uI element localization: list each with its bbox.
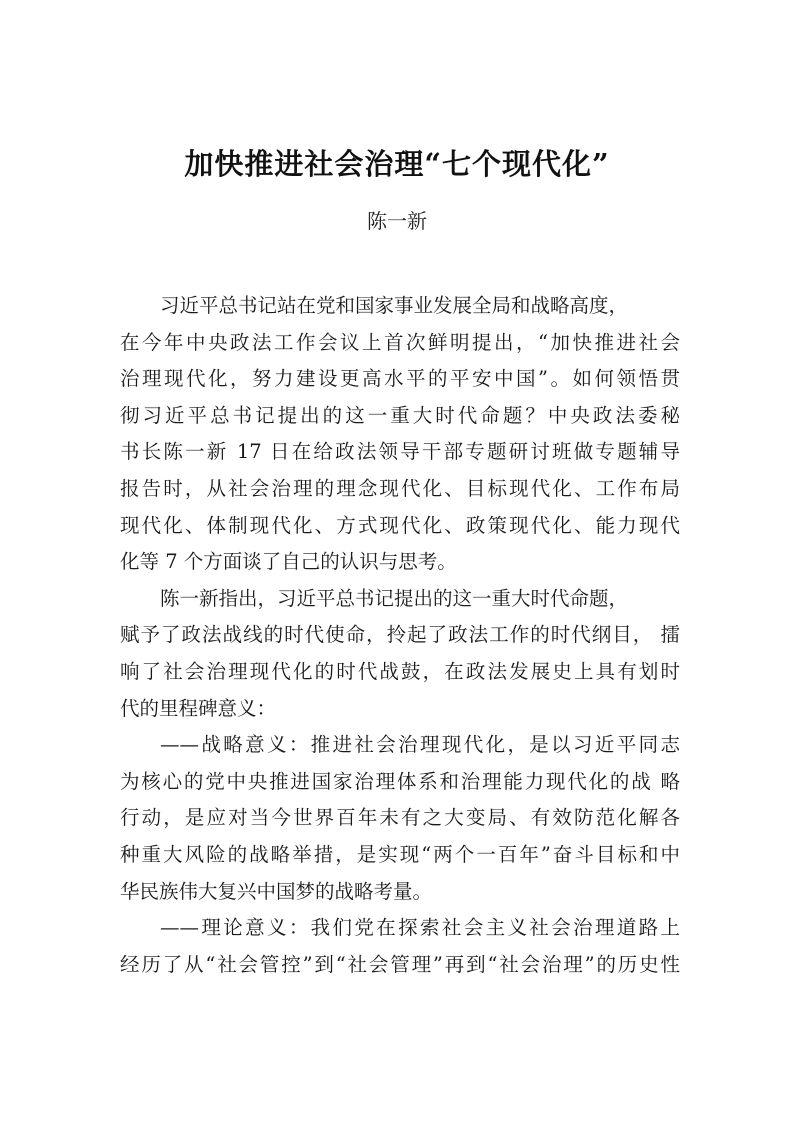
text-line-content: 经历了从“社会管控”到“社会管理”再到“社会治理”的历史性	[120, 952, 680, 976]
text-line	[120, 471, 680, 508]
text-line-content: 赋予了政法战线的时代使命，拎起了政法工作的时代纲目， 擂	[120, 623, 680, 647]
text-line-content: 种重大风险的战略举措，是实现“两个一百年”奋斗目标和中	[120, 842, 680, 866]
text-line-content: 治理现代化，努力建设更高水平的平安中国”。如何领悟贯	[120, 367, 680, 391]
text-line	[120, 398, 680, 435]
text-line-content: 华民族伟大复兴中国梦的战略考量。	[120, 879, 433, 903]
text-line-content: 代的里程碑意义：	[120, 696, 277, 720]
text-line-content: 为核心的党中央推进国家治理体系和治理能力现代化的战 略	[120, 769, 680, 793]
text-line	[120, 947, 680, 984]
document-author: 陈一新	[367, 209, 427, 233]
text-line	[120, 361, 680, 398]
text-line-content: 响了社会治理现代化的时代战鼓，在政法发展史上具有划时	[120, 659, 680, 683]
text-line	[120, 325, 680, 362]
text-line	[120, 544, 680, 581]
text-line	[120, 654, 680, 691]
text-line	[120, 434, 680, 471]
document-body	[120, 288, 680, 983]
text-line	[120, 874, 680, 911]
text-line-content: 报告时，从社会治理的理念现代化、目标现代化、工作布局	[120, 476, 680, 500]
text-line-content: 陈一新指出，习近平总书记提出的这一重大时代命题，	[160, 586, 629, 610]
text-line	[120, 508, 680, 545]
text-line-content: 行动，是应对当今世界百年未有之大变局、有效防范化解各	[120, 806, 680, 830]
text-line-content: ——战略意义：推进社会治理现代化，是以习近平同志	[160, 733, 680, 757]
text-line	[120, 910, 680, 947]
text-line-content: 现代化、体制现代化、方式现代化、政策现代化、能力现代	[120, 513, 680, 537]
text-line-content: 在今年中央政法工作会议上首次鲜明提出，“加快推进社会	[120, 330, 680, 354]
text-line	[120, 617, 680, 654]
text-line	[120, 800, 680, 837]
text-line	[120, 727, 680, 764]
text-line-content: 化等 7 个方面谈了自己的认识与思考。	[120, 550, 457, 574]
text-line	[120, 288, 680, 325]
text-line-content: 习近平总书记站在党和国家事业发展全局和战略高度，	[160, 294, 629, 317]
document-title: 加快推进社会治理“七个现代化”	[184, 147, 610, 181]
text-line-content: 彻习近平总书记提出的这一重大时代命题？中央政法委秘	[120, 403, 680, 427]
text-line-content: ——理论意义：我们党在探索社会主义社会治理道路上	[160, 916, 680, 940]
text-line-content: 书长陈一新 17 日在给政法领导干部专题研讨班做专题辅导	[120, 440, 680, 464]
text-line	[120, 691, 680, 728]
text-line	[120, 764, 680, 801]
text-line	[120, 581, 680, 618]
text-line	[120, 837, 680, 874]
